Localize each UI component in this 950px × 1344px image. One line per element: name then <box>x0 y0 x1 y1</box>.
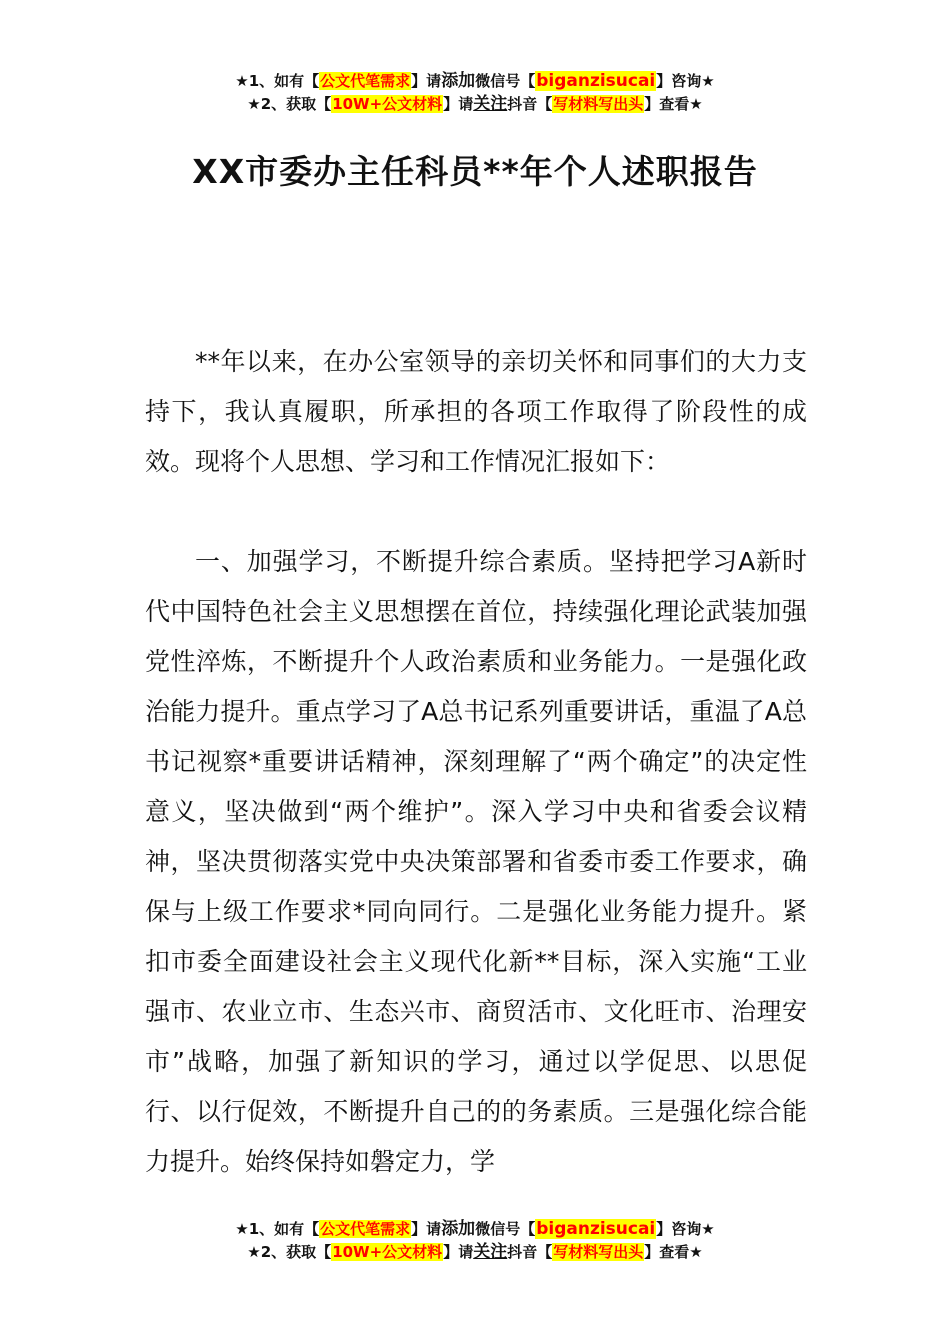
body-paragraph-section-1 <box>145 537 807 1187</box>
highlight-wechat-id: biganzisucai <box>536 71 656 91</box>
header-promo-banner <box>0 70 950 116</box>
highlight-materials: 10W+公文材料 <box>332 95 443 113</box>
highlight-douyin-account: 写材料写出头 <box>553 95 644 113</box>
body-paragraph-intro <box>145 337 807 487</box>
promo-line-2: ★2、获取【10W+公文材料】请关注抖音【写材料写出头】查看★ <box>247 1242 703 1262</box>
promo-line-2: ★2、获取【10W+公文材料】请关注抖音【写材料写出头】查看★ <box>247 94 703 114</box>
promo-line-1: ★1、如有【公文代笔需求】请添加微信号【biganzisucai】咨询★ <box>235 71 715 91</box>
paragraph-text: 一、加强学习，不断提升综合素质。坚持把学习A新时代中国特色社会主义思想摆在首位，持续强化理论武装加强党性淬炼，不断提升个人政治素质和业务能力。一是强化政治能力提升。重点学习了A总书记系列重要讲话，重温了A总书记视察*重要讲话精神，深刻理解了“两个确定”的决定性意义，坚决做到“两个维护”。深入学习中央和省委会议精神，坚决贯彻落实党中央决策部署和省委市委工作要求，确保与上级工作要求*同向同行。二是强化业务能力提升。紧扣市委全面建设社会主义现代化新**目标，深入实施“工业强市、农业立市、生态兴市、商贸活市、文化旺市、治理安市”战略，加强了新知识的学习，通过以学促思、以思促行、以行促效，不断提升自己的的务素质。三是强化综合能力提升。始终保持如磐定力，学 <box>145 547 807 1176</box>
highlight-douyin-account: 写材料写出头 <box>553 1243 644 1261</box>
highlight-wechat-id: biganzisucai <box>536 1219 656 1239</box>
highlight-writing-service: 公文代笔需求 <box>320 1220 411 1238</box>
highlight-writing-service: 公文代笔需求 <box>320 72 411 90</box>
footer-promo-banner <box>0 1218 950 1264</box>
paragraph-text: **年以来，在办公室领导的亲切关怀和同事们的大力支持下，我认真履职，所承担的各项工作取得了阶段性的成效。现将个人思想、学习和工作情况汇报如下： <box>145 347 807 476</box>
document-title: XX市委办主任科员**年个人述职报告 <box>192 152 758 191</box>
promo-line-1: ★1、如有【公文代笔需求】请添加微信号【biganzisucai】咨询★ <box>235 1219 715 1239</box>
highlight-materials: 10W+公文材料 <box>332 1243 443 1261</box>
